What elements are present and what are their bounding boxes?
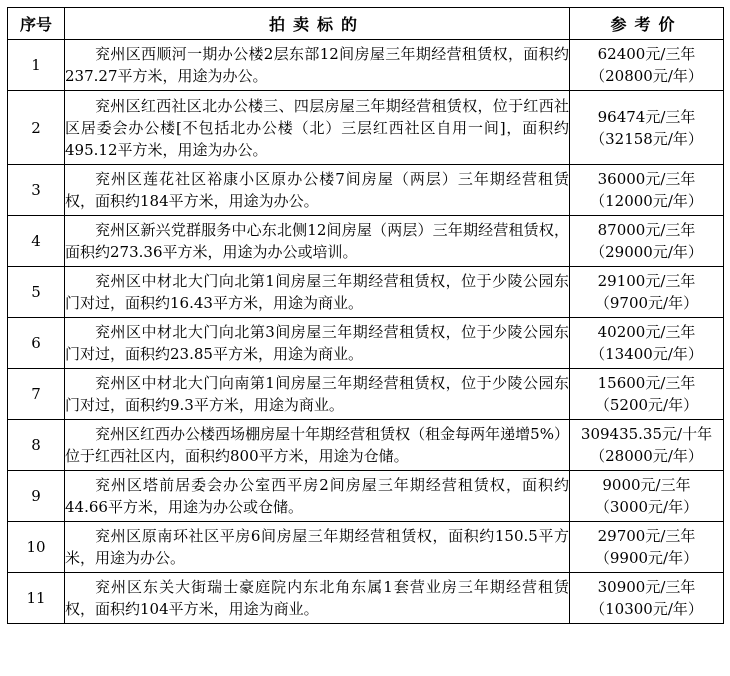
price-annual: （10300元/年） bbox=[590, 600, 703, 618]
row-index: 6 bbox=[8, 318, 65, 369]
price-total: 309435.35元/十年 bbox=[580, 425, 713, 443]
price-annual: （32158元/年） bbox=[590, 129, 703, 148]
price-annual: （3000元/年） bbox=[594, 498, 699, 516]
table-row bbox=[8, 216, 724, 267]
price-annual: （5200元/年） bbox=[594, 396, 699, 414]
header-subject: 拍卖标的 bbox=[65, 8, 570, 40]
header-row bbox=[8, 8, 724, 40]
table-row bbox=[8, 369, 724, 420]
table-row bbox=[8, 165, 724, 216]
header-index: 序号 bbox=[8, 8, 65, 40]
row-price bbox=[570, 91, 724, 165]
row-subject: 兖州区红西社区北办公楼三、四层房屋三年期经营租赁权，位于红西社区居委会办公楼[不包括北办公楼（北）三层红西社区自用一间]，面积约495.12平方米，用途为办公。 bbox=[65, 91, 570, 165]
table-row bbox=[8, 420, 724, 471]
row-index: 9 bbox=[8, 471, 65, 522]
row-price bbox=[570, 573, 724, 624]
price-total: 29100元/三年 bbox=[597, 272, 696, 290]
row-index: 3 bbox=[8, 165, 65, 216]
table-row bbox=[8, 318, 724, 369]
price-total: 15600元/三年 bbox=[597, 374, 696, 392]
price-total: 96474元/三年 bbox=[597, 107, 696, 126]
price-total: 30900元/三年 bbox=[597, 578, 696, 596]
row-subject: 兖州区新兴党群服务中心东北侧12间房屋（两层）三年期经营租赁权，面积约273.36平方米，用途为办公或培训。 bbox=[65, 216, 570, 267]
row-price bbox=[570, 369, 724, 420]
row-price bbox=[570, 522, 724, 573]
row-subject: 兖州区中材北大门向北第1间房屋三年期经营租赁权，位于少陵公园东门对过，面积约16.43平方米，用途为商业。 bbox=[65, 267, 570, 318]
row-price bbox=[570, 216, 724, 267]
price-annual: （9900元/年） bbox=[594, 549, 699, 567]
row-index: 8 bbox=[8, 420, 65, 471]
price-annual: （29000元/年） bbox=[590, 243, 703, 261]
table-row bbox=[8, 91, 724, 165]
row-subject: 兖州区红西办公楼西场棚房屋十年期经营租赁权（租金每两年递增5%）位于红西社区内，面积约800平方米，用途为仓储。 bbox=[65, 420, 570, 471]
header-price: 参考价 bbox=[570, 8, 724, 40]
table-row bbox=[8, 40, 724, 91]
price-annual: （28000元/年） bbox=[590, 447, 703, 465]
table-row bbox=[8, 267, 724, 318]
price-total: 9000元/三年 bbox=[602, 476, 691, 494]
price-total: 36000元/三年 bbox=[597, 170, 696, 188]
row-subject: 兖州区原南环社区平房6间房屋三年期经营租赁权，面积约150.5平方米，用途为办公。 bbox=[65, 522, 570, 573]
row-price bbox=[570, 165, 724, 216]
price-total: 40200元/三年 bbox=[597, 323, 696, 341]
row-price bbox=[570, 40, 724, 91]
auction-table bbox=[7, 7, 724, 624]
row-subject: 兖州区中材北大门向北第3间房屋三年期经营租赁权，位于少陵公园东门对过，面积约23.85平方米，用途为商业。 bbox=[65, 318, 570, 369]
table-row bbox=[8, 573, 724, 624]
row-index: 4 bbox=[8, 216, 65, 267]
price-total: 62400元/三年 bbox=[597, 45, 696, 63]
row-index: 2 bbox=[8, 91, 65, 165]
row-index: 10 bbox=[8, 522, 65, 573]
price-annual: （13400元/年） bbox=[590, 345, 703, 363]
row-subject: 兖州区中材北大门向南第1间房屋三年期经营租赁权，位于少陵公园东门对过，面积约9.3平方米，用途为商业。 bbox=[65, 369, 570, 420]
row-subject: 兖州区西顺河一期办公楼2层东部12间房屋三年期经营租赁权，面积约237.27平方米，用途为办公。 bbox=[65, 40, 570, 91]
row-price bbox=[570, 471, 724, 522]
row-index: 7 bbox=[8, 369, 65, 420]
row-index: 11 bbox=[8, 573, 65, 624]
row-subject: 兖州区东关大街瑞士豪庭院内东北角东属1套营业房三年期经营租赁权，面积约104平方米，用途为商业。 bbox=[65, 573, 570, 624]
row-subject: 兖州区塔前居委会办公室西平房2间房屋三年期经营租赁权，面积约44.66平方米，用途为办公或仓储。 bbox=[65, 471, 570, 522]
table-row bbox=[8, 471, 724, 522]
row-index: 1 bbox=[8, 40, 65, 91]
row-price bbox=[570, 267, 724, 318]
price-annual: （9700元/年） bbox=[594, 294, 699, 312]
row-price bbox=[570, 420, 724, 471]
row-index: 5 bbox=[8, 267, 65, 318]
price-annual: （12000元/年） bbox=[590, 192, 703, 210]
price-annual: （20800元/年） bbox=[590, 67, 703, 85]
row-subject: 兖州区莲花社区裕康小区原办公楼7间房屋（两层）三年期经营租赁权，面积约184平方米，用途为办公。 bbox=[65, 165, 570, 216]
price-total: 87000元/三年 bbox=[597, 221, 696, 239]
price-total: 29700元/三年 bbox=[597, 527, 696, 545]
table-row bbox=[8, 522, 724, 573]
row-price bbox=[570, 318, 724, 369]
